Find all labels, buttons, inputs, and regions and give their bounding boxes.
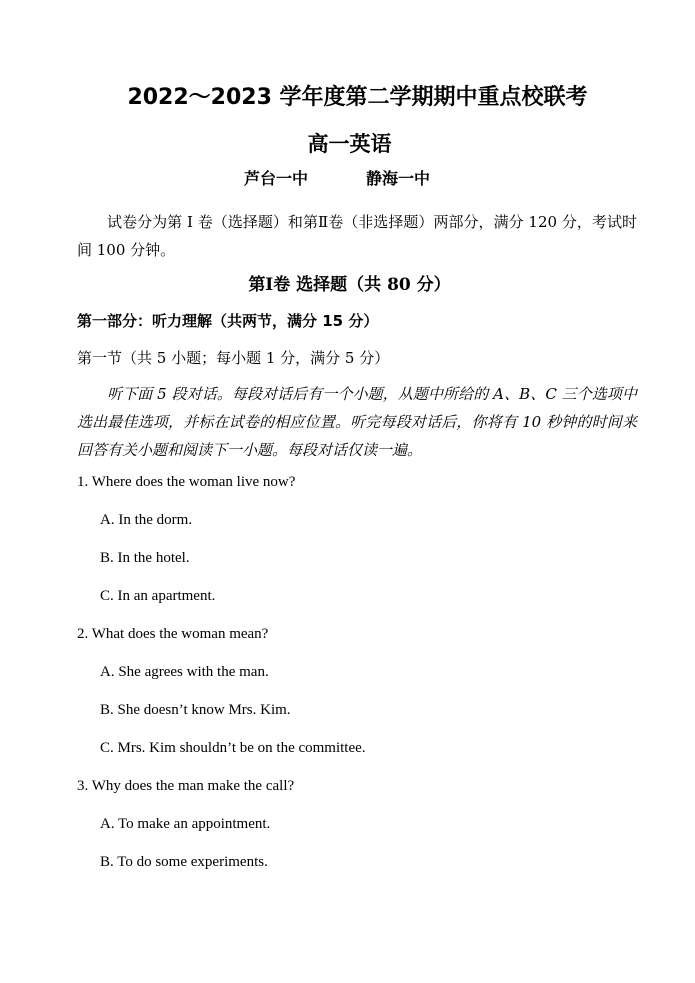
listening-instructions [77,380,637,464]
answer-option: A. To make an appointment. [100,816,271,832]
answer-option: C. In an apartment. [100,588,216,604]
subject-title: 高一英语 [307,132,392,156]
exam-intro-text: 试卷分为第 I 卷（选择题）和第Ⅱ卷（非选择题）两部分，满分 120 分，考试时间 100 分钟。 [77,213,637,259]
exam-title: 2022～2023 学年度第二学期期中重点校联考 [127,85,588,110]
answer-option: B. She doesn’t know Mrs. Kim. [100,702,291,718]
school-name: 芦台一中 [244,169,309,188]
answer-option: A. In the dorm. [100,512,193,528]
part-heading: 第一部分：听力理解（共两节，满分 15 分） [77,312,379,330]
answer-option: A. She agrees with the man. [100,664,269,680]
school-name: 静海一中 [366,169,431,188]
question-stem: 1. Where does the woman live now? [77,474,296,490]
section-heading: 第Ⅰ卷 选择题（共 80 分） [248,275,451,295]
listening-instructions-text: 听下面 5 段对话。每段对话后有一个小题，从题中所给的 A、B、C 三个选项中选出最佳选项，并标在试卷的相应位置。听完每段对话后，你将有 10 秒钟的时间来回答有关小题和阅读下一小题。每段对话仅读一遍。 [77,385,637,459]
sub-section-heading: 第一节（共 5 小题；每小题 1 分，满分 5 分） [77,349,390,367]
answer-option: C. Mrs. Kim shouldn’t be on the committee. [100,740,366,756]
question-stem: 3. Why does the man make the call? [77,778,295,794]
question-stem: 2. What does the woman mean? [77,626,269,642]
school-names [244,166,430,189]
answer-option: B. In the hotel. [100,550,190,566]
exam-intro [77,208,637,264]
answer-option: B. To do some experiments. [100,854,268,870]
